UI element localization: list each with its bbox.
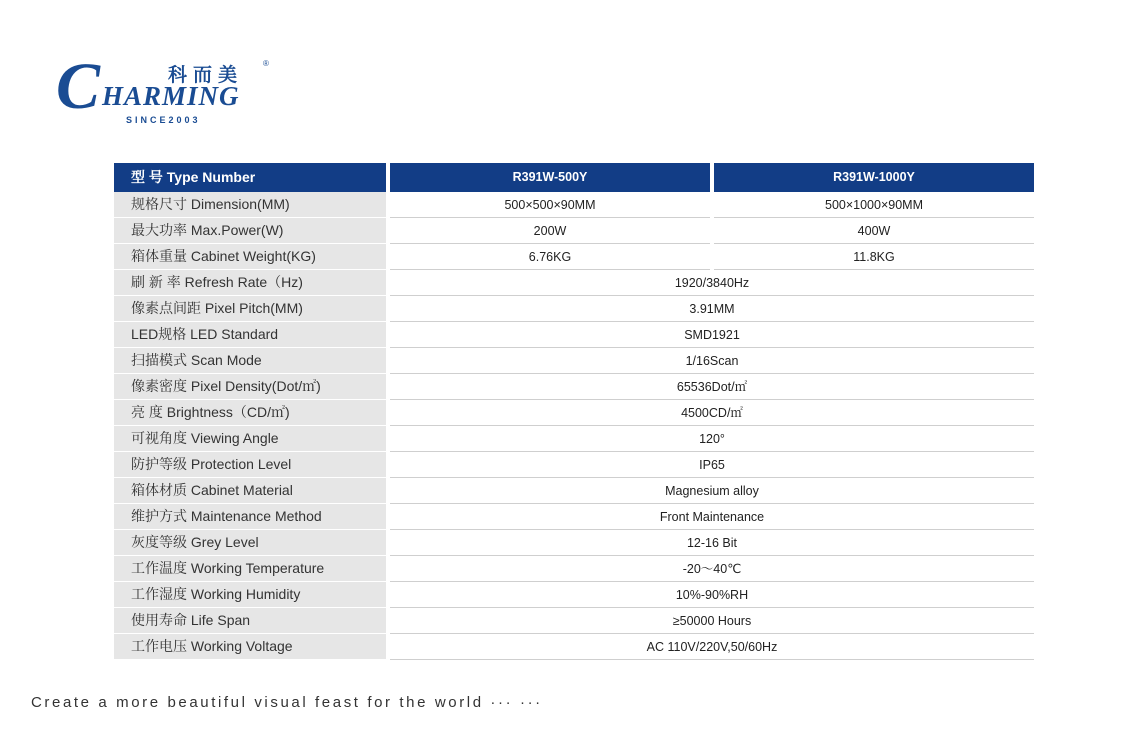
table-header-row — [114, 163, 1034, 192]
header-type-number: 型 号 Type Number — [114, 163, 386, 192]
header-model-500y: R391W-500Y — [390, 163, 710, 192]
row-label: 规格尺寸 Dimension(MM) — [114, 192, 386, 217]
row-label: 最大功率 Max.Power(W) — [114, 218, 386, 243]
table-row — [114, 504, 1034, 530]
row-value-1000y: 400W — [714, 218, 1034, 244]
row-value: ≥50000 Hours — [390, 608, 1034, 634]
table-row — [114, 322, 1034, 348]
table-row — [114, 478, 1034, 504]
row-label: 灰度等级 Grey Level — [114, 530, 386, 555]
header-model-1000y: R391W-1000Y — [714, 163, 1034, 192]
row-label: 刷 新 率 Refresh Rate（Hz) — [114, 270, 386, 295]
row-label: 可视角度 Viewing Angle — [114, 426, 386, 451]
table-row — [114, 192, 1034, 218]
row-value-500y: 6.76KG — [390, 244, 710, 270]
table-row — [114, 218, 1034, 244]
table-row — [114, 452, 1034, 478]
row-value: 4500CD/㎡ — [390, 400, 1034, 426]
charming-logo — [54, 50, 284, 134]
logo-letter-c: C — [56, 50, 101, 123]
row-value-500y: 200W — [390, 218, 710, 244]
row-value: 1920/3840Hz — [390, 270, 1034, 296]
table-row — [114, 608, 1034, 634]
row-value: IP65 — [390, 452, 1034, 478]
table-row — [114, 556, 1034, 582]
row-value: AC 110V/220V,50/60Hz — [390, 634, 1034, 660]
logo-since-text: SINCE2003 — [126, 115, 201, 125]
row-label: 像素点间距 Pixel Pitch(MM) — [114, 296, 386, 321]
tagline: Create a more beautiful visual feast for the world ··· ··· — [31, 694, 543, 711]
row-label: 箱体材质 Cabinet Material — [114, 478, 386, 503]
row-value: 120° — [390, 426, 1034, 452]
table-row — [114, 270, 1034, 296]
table-row — [114, 426, 1034, 452]
table-row — [114, 582, 1034, 608]
row-label: 使用寿命 Life Span — [114, 608, 386, 633]
row-label: 工作电压 Working Voltage — [114, 634, 386, 659]
row-value: SMD1921 — [390, 322, 1034, 348]
row-value: 3.91MM — [390, 296, 1034, 322]
row-label: 防护等级 Protection Level — [114, 452, 386, 477]
logo-word-rest: HARMING — [102, 81, 240, 111]
row-value-1000y: 11.8KG — [714, 244, 1034, 270]
table-row — [114, 400, 1034, 426]
row-label: 像素密度 Pixel Density(Dot/㎡) — [114, 374, 386, 399]
row-value: 1/16Scan — [390, 348, 1034, 374]
row-label: LED规格 LED Standard — [114, 322, 386, 347]
table-row — [114, 634, 1034, 660]
table-row — [114, 296, 1034, 322]
table-row — [114, 374, 1034, 400]
table-row — [114, 530, 1034, 556]
row-value: Magnesium alloy — [390, 478, 1034, 504]
row-label: 工作湿度 Working Humidity — [114, 582, 386, 607]
row-value: -20～40℃ — [390, 556, 1034, 582]
spec-table — [114, 163, 1034, 660]
row-value: Front Maintenance — [390, 504, 1034, 530]
table-row — [114, 348, 1034, 374]
row-label: 维护方式 Maintenance Method — [114, 504, 386, 529]
logo-registered-mark: ® — [263, 59, 269, 68]
logo-chinese-text: 科而美 — [168, 64, 244, 86]
row-value-500y: 500×500×90MM — [390, 192, 710, 218]
row-value: 65536Dot/㎡ — [390, 374, 1034, 400]
row-label: 扫描模式 Scan Mode — [114, 348, 386, 373]
table-row — [114, 244, 1034, 270]
row-value: 12-16 Bit — [390, 530, 1034, 556]
row-label: 亮 度 Brightness（CD/㎡) — [114, 400, 386, 425]
table-body — [114, 192, 1034, 660]
row-label: 箱体重量 Cabinet Weight(KG) — [114, 244, 386, 269]
row-value: 10%-90%RH — [390, 582, 1034, 608]
row-label: 工作温度 Working Temperature — [114, 556, 386, 581]
row-value-1000y: 500×1000×90MM — [714, 192, 1034, 218]
